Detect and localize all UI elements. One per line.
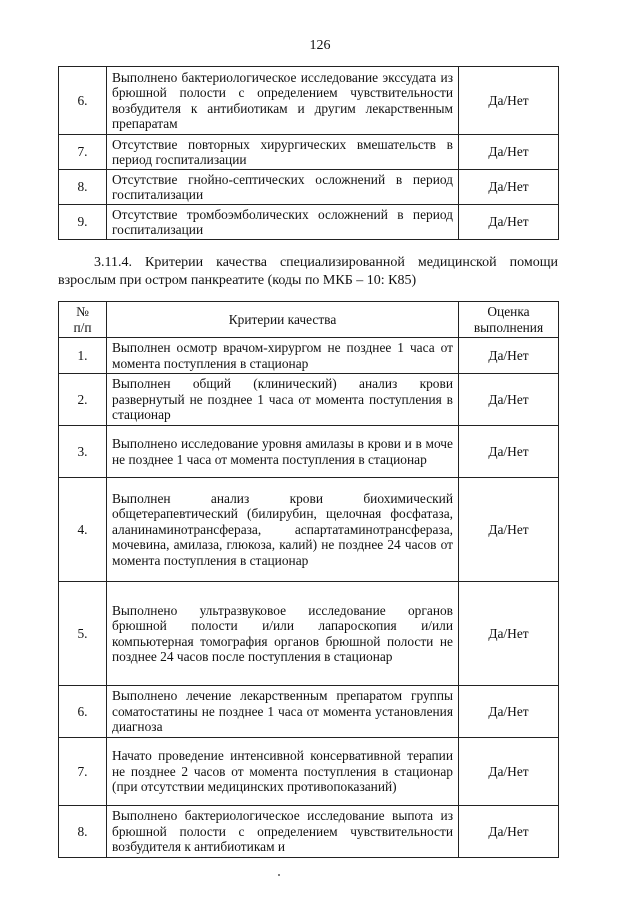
- row-number: 8.: [77, 823, 88, 839]
- row-number-cell: [59, 135, 107, 170]
- row-criterion: Выполнено лечение лекарственным препаратом группы соматостатины не позднее 1 часа от момента установления диагноза: [112, 688, 453, 735]
- row-evaluation-cell: [459, 738, 559, 806]
- table-row: [59, 135, 559, 170]
- row-evaluation-cell: [459, 806, 559, 858]
- row-number-cell: [59, 338, 107, 374]
- row-evaluation: Да/Нет: [488, 625, 529, 641]
- row-criterion: Отсутствие гнойно-септических осложнений в период госпитализации: [112, 171, 453, 202]
- table-row: [59, 338, 559, 374]
- table-row: [59, 582, 559, 686]
- row-criterion: Выполнено бактериологическое исследование выпота из брюшной полости с определением чувствительности возбудителя к антибиотикам и: [112, 808, 453, 855]
- row-criterion-cell: [107, 582, 459, 686]
- row-criterion-cell: [107, 738, 459, 806]
- table-row: [59, 374, 559, 426]
- criteria-table-continued-body: [59, 67, 559, 240]
- criteria-table-pancreatitis: [58, 301, 559, 858]
- row-criterion-cell: [107, 478, 459, 582]
- section-heading: 3.11.4. Критерии качества специализированной медицинской помощи взрослым при остром панкреатите (коды по МКБ – 10: К85): [58, 255, 558, 288]
- row-criterion: Выполнено ультразвуковое исследование органов брюшной полости и/или лапароскопия и/или компьютерная томография органов брюшной полости не позднее 24 часов после поступления в стационар: [112, 602, 453, 664]
- row-evaluation: Да/Нет: [488, 703, 529, 719]
- row-criterion: Отсутствие повторных хирургических вмешательств в период госпитализации: [112, 136, 453, 167]
- row-number: 4.: [77, 521, 88, 537]
- row-evaluation-cell: [459, 338, 559, 374]
- row-criterion-cell: [107, 374, 459, 426]
- row-number: 9.: [77, 214, 88, 230]
- header-evaluation-label: Оценка выполнения: [473, 304, 544, 335]
- row-number-cell: [59, 806, 107, 858]
- header-criteria: [107, 302, 459, 338]
- row-number: 7.: [77, 144, 88, 160]
- row-criterion-cell: [107, 205, 459, 240]
- row-evaluation: Да/Нет: [488, 443, 529, 459]
- row-number-cell: [59, 738, 107, 806]
- row-criterion: Выполнено исследование уровня амилазы в крови и в моче не позднее 1 часа от момента поступления в стационар: [112, 436, 453, 467]
- table-header-row: [59, 302, 559, 338]
- table-row: [59, 205, 559, 240]
- row-criterion-cell: [107, 338, 459, 374]
- table-row: [59, 738, 559, 806]
- row-criterion-cell: [107, 686, 459, 738]
- row-number: 3.: [77, 443, 88, 459]
- row-evaluation: Да/Нет: [488, 391, 529, 407]
- row-criterion: Выполнен общий (клинический) анализ крови развернутый не позднее 1 часа от момента поступления в стационар: [112, 376, 453, 423]
- row-criterion: Выполнено бактериологическое исследование экссудата из брюшной полости с определением чувствительности возбудителя к антибиотикам и другим лекарственным препаратам: [112, 69, 453, 131]
- row-number: 6.: [77, 703, 88, 719]
- header-evaluation: [459, 302, 559, 338]
- row-criterion: Выполнен осмотр врачом-хирургом не позднее 1 часа от момента поступления в стационар: [112, 340, 453, 371]
- row-number-cell: [59, 170, 107, 205]
- row-number-cell: [59, 205, 107, 240]
- row-number-cell: [59, 426, 107, 478]
- scan-mark: [278, 874, 280, 876]
- row-evaluation: Да/Нет: [488, 144, 529, 160]
- row-criterion-cell: [107, 170, 459, 205]
- row-criterion-cell: [107, 426, 459, 478]
- page-number: 126: [309, 38, 331, 53]
- table-row: [59, 426, 559, 478]
- row-number: 5.: [77, 625, 88, 641]
- row-evaluation-cell: [459, 426, 559, 478]
- table-row: [59, 67, 559, 135]
- row-criterion: Начато проведение интенсивной консервативной терапии не позднее 2 часов от момента поступления в стационар (при отсутствии медицинских противопоказаний): [112, 748, 453, 795]
- criteria-table-pancreatitis-body: [59, 338, 559, 858]
- row-criterion-cell: [107, 135, 459, 170]
- row-evaluation-cell: [459, 67, 559, 135]
- row-number: 1.: [77, 347, 88, 363]
- row-criterion: Выполнен анализ крови биохимический общетерапевтический (билирубин, щелочная фосфатаза, аланинаминотрансфераза, аспартатаминотрансфераза, мочевина, амилаза, глюкоза, калий) не позднее 24 часов от момента поступления в стационар: [112, 490, 453, 568]
- row-evaluation: Да/Нет: [488, 179, 529, 195]
- row-evaluation: Да/Нет: [488, 92, 529, 108]
- row-number: 6.: [77, 92, 88, 108]
- row-evaluation-cell: [459, 686, 559, 738]
- row-number: 8.: [77, 179, 88, 195]
- row-evaluation: Да/Нет: [488, 823, 529, 839]
- row-evaluation-cell: [459, 478, 559, 582]
- row-number-cell: [59, 686, 107, 738]
- row-number: 2.: [77, 391, 88, 407]
- row-evaluation-cell: [459, 170, 559, 205]
- row-criterion: Отсутствие тромбоэмболических осложнений в период госпитализации: [112, 206, 453, 237]
- header-criteria-label: Критерии качества: [228, 311, 337, 327]
- row-criterion-cell: [107, 806, 459, 858]
- criteria-table-continued: [58, 66, 559, 240]
- row-number: 7.: [77, 763, 88, 779]
- row-evaluation-cell: [459, 205, 559, 240]
- table-row: [59, 806, 559, 858]
- row-evaluation: Да/Нет: [488, 763, 529, 779]
- row-evaluation-cell: [459, 135, 559, 170]
- row-number-cell: [59, 374, 107, 426]
- header-number-label: № п/п: [73, 304, 92, 335]
- header-number: [59, 302, 107, 338]
- row-evaluation: Да/Нет: [488, 347, 529, 363]
- row-criterion-cell: [107, 67, 459, 135]
- row-evaluation-cell: [459, 582, 559, 686]
- row-number-cell: [59, 582, 107, 686]
- table-row: [59, 686, 559, 738]
- row-evaluation: Да/Нет: [488, 521, 529, 537]
- row-number-cell: [59, 67, 107, 135]
- row-number-cell: [59, 478, 107, 582]
- table-row: [59, 478, 559, 582]
- table-row: [59, 170, 559, 205]
- row-evaluation-cell: [459, 374, 559, 426]
- row-evaluation: Да/Нет: [488, 214, 529, 230]
